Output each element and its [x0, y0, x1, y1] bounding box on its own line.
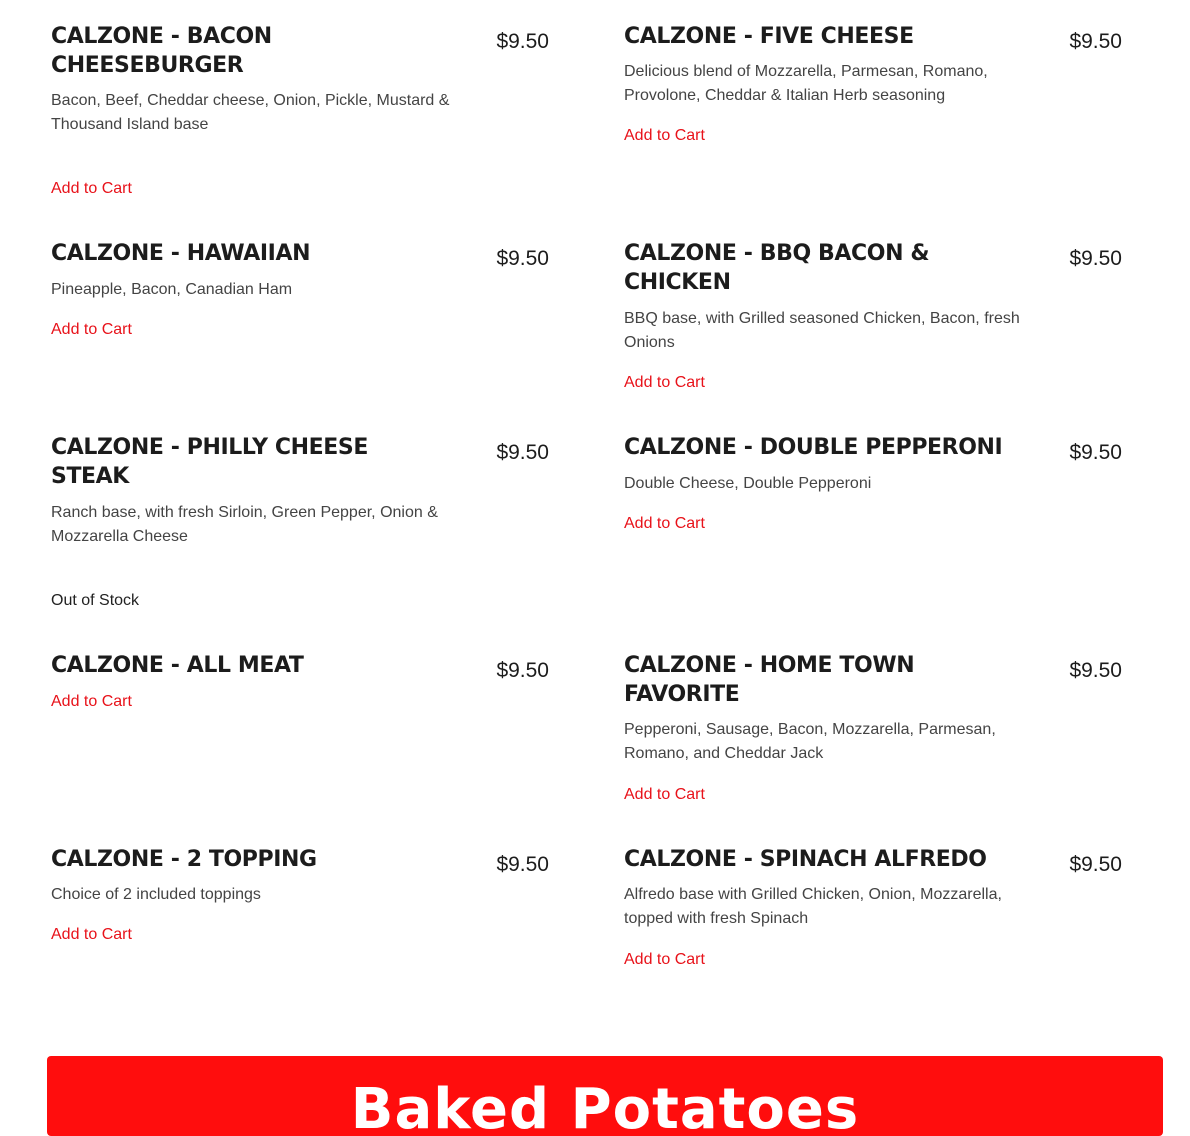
item-title: CALZONE - ALL MEAT: [51, 653, 304, 678]
item-price: $9.50: [496, 853, 549, 876]
item-title: CALZONE - BBQ BACON & CHICKEN: [624, 241, 930, 295]
out-of-stock-label: Out of Stock: [51, 592, 140, 609]
item-price: $9.50: [496, 30, 549, 53]
item-price: $9.50: [1069, 30, 1122, 53]
item-price: $9.50: [496, 247, 549, 270]
item-description: Alfredo base with Grilled Chicken, Onion, Mozzarella, topped with fresh Spinach: [624, 886, 1002, 927]
item-title: CALZONE - FIVE CHEESE: [624, 24, 914, 49]
item-title: CALZONE - HAWAIIAN: [51, 241, 311, 266]
item-description: Pineapple, Bacon, Canadian Ham: [51, 281, 293, 298]
add-to-cart-button[interactable]: Add to Cart: [624, 951, 705, 968]
add-to-cart-button[interactable]: Add to Cart: [51, 693, 132, 710]
add-to-cart-button[interactable]: Add to Cart: [51, 926, 132, 943]
item-title: CALZONE - SPINACH ALFREDO: [624, 847, 987, 872]
item-price: $9.50: [1069, 247, 1122, 270]
add-to-cart-button[interactable]: Add to Cart: [624, 127, 705, 144]
item-description: Pepperoni, Sausage, Bacon, Mozzarella, Parmesan, Romano, and Cheddar Jack: [624, 721, 996, 762]
item-description: Ranch base, with fresh Sirloin, Green Pepper, Onion & Mozzarella Cheese: [51, 504, 438, 545]
add-to-cart-button[interactable]: Add to Cart: [51, 180, 132, 197]
section-title: Baked Potatoes: [350, 1077, 860, 1136]
add-to-cart-button[interactable]: Add to Cart: [624, 786, 705, 803]
item-price: $9.50: [496, 441, 549, 464]
add-to-cart-button[interactable]: Add to Cart: [624, 515, 705, 532]
section-banner: [47, 1056, 1163, 1136]
item-price: $9.50: [1069, 659, 1122, 682]
item-description: Double Cheese, Double Pepperoni: [624, 475, 872, 492]
item-description: Delicious blend of Mozzarella, Parmesan, Romano, Provolone, Cheddar & Italian Herb seasoning: [624, 63, 988, 104]
item-description: Bacon, Beef, Cheddar cheese, Onion, Pickle, Mustard & Thousand Island base: [51, 92, 450, 133]
item-title: CALZONE - 2 TOPPING: [51, 847, 317, 872]
add-to-cart-button[interactable]: Add to Cart: [51, 321, 132, 338]
item-description: Choice of 2 included toppings: [51, 886, 261, 903]
item-title: CALZONE - BACON CHEESEBURGER: [51, 24, 272, 78]
add-to-cart-button[interactable]: Add to Cart: [624, 374, 705, 391]
item-price: $9.50: [1069, 441, 1122, 464]
item-price: $9.50: [496, 659, 549, 682]
item-description: BBQ base, with Grilled seasoned Chicken, Bacon, fresh Onions: [624, 310, 1020, 351]
item-title: CALZONE - PHILLY CHEESE STEAK: [51, 435, 368, 489]
item-title: CALZONE - DOUBLE PEPPERONI: [624, 435, 1003, 460]
item-price: $9.50: [1069, 853, 1122, 876]
item-title: CALZONE - HOME TOWN FAVORITE: [624, 653, 915, 707]
